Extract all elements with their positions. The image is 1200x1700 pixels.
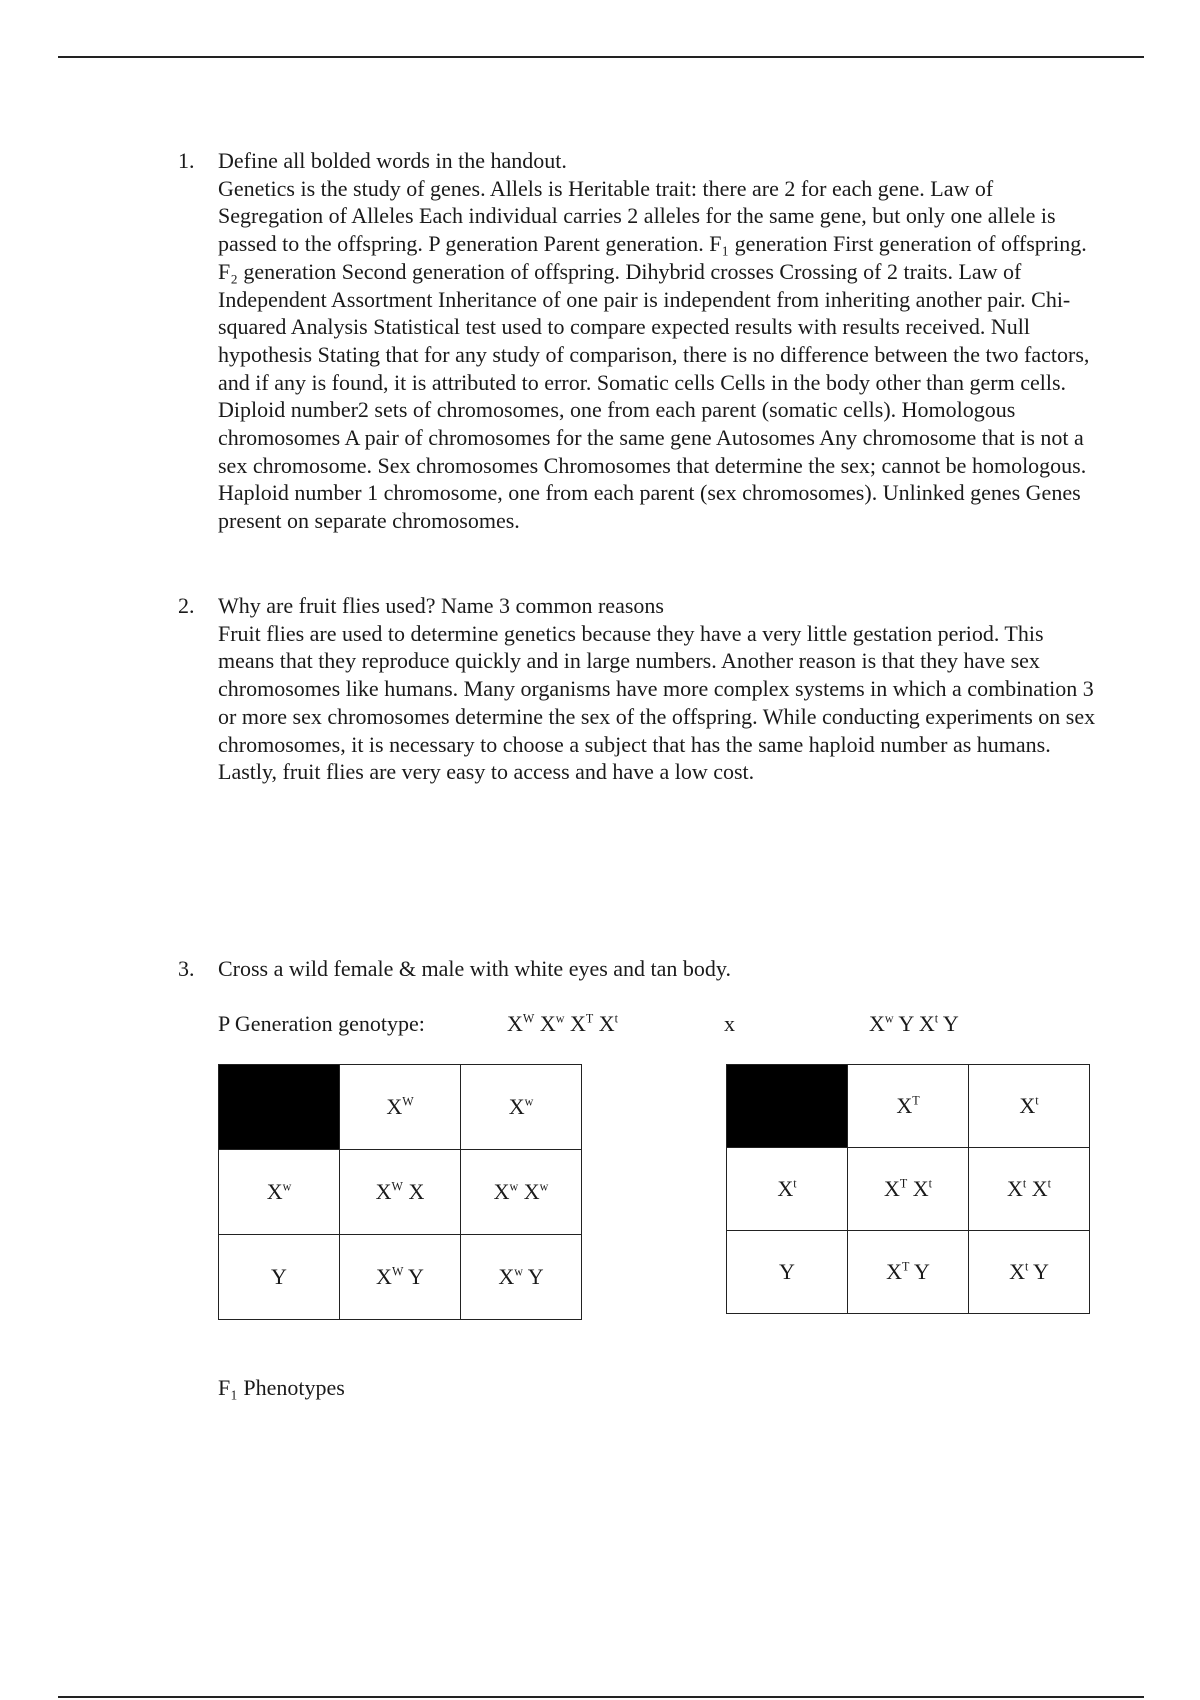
male-genotype: [869, 1010, 959, 1038]
allele: $X^t$: [598, 1011, 618, 1036]
question-2: [178, 592, 1098, 786]
allele: $X^w$: [498, 1264, 524, 1289]
punnett-offspring-cell: [461, 1235, 582, 1320]
allele: $X^t$: [1006, 1176, 1027, 1201]
allele: $X^w$: [869, 1011, 894, 1036]
allele: $X^w$: [523, 1179, 549, 1204]
punnett-offspring-cell: [848, 1231, 969, 1314]
allele: $X^t$: [1009, 1259, 1029, 1284]
allele: Y: [527, 1264, 544, 1289]
allele: Y: [779, 1259, 795, 1284]
cross-symbol: x: [724, 1011, 735, 1036]
punnett-row-allele: [727, 1231, 848, 1314]
allele: $X^t$: [777, 1176, 797, 1201]
punnett-offspring-cell: [461, 1150, 582, 1235]
allele: $X^W$: [386, 1094, 414, 1119]
allele: $X^t$: [1031, 1176, 1052, 1201]
punnett-row: [219, 1150, 582, 1235]
question-prompt: Why are fruit flies used? Name 3 common reasons: [218, 593, 664, 618]
allele: $X^W$: [376, 1264, 404, 1289]
allele: $X^T$: [569, 1011, 594, 1036]
allele: $X^T$: [886, 1259, 910, 1284]
punnett-header-allele: [461, 1065, 582, 1150]
allele: Y: [942, 1011, 959, 1036]
allele: $X^w$: [508, 1094, 534, 1119]
allele: Y: [914, 1259, 930, 1284]
punnett-offspring-cell: [848, 1148, 969, 1231]
punnett-row: [219, 1235, 582, 1320]
allele: Y: [898, 1011, 914, 1036]
punnett-corner: [219, 1065, 340, 1150]
allele: $X^t$: [912, 1176, 933, 1201]
allele: $X^w$: [493, 1179, 519, 1204]
top-rule: [58, 56, 1144, 58]
punnett-row: [727, 1148, 1090, 1231]
punnett-row-allele: [727, 1148, 848, 1231]
punnett-row-allele: [219, 1235, 340, 1320]
question-number: 2.: [178, 593, 195, 618]
question-number: 1.: [178, 148, 195, 173]
punnett-offspring-cell: [969, 1231, 1090, 1314]
allele: Y: [271, 1264, 287, 1289]
punnett-row: [727, 1231, 1090, 1314]
question-answer: Genetics is the study of genes. Allels is Heritable trait: there are 2 for each gene. Law of Segregation of Alleles Each individual carries 2 alleles for the same gene, but only one allele is passed to the offspring. P generation Parent generation. F₁ generation First generation of offspring. F₂ generation Second generation of offspring. Dihybrid crosses Crossing of 2 traits. Law of Independent Assortment Inheritance of one pair is independent from inheriting another pair. Chi-squared Analysis Statistical test used to compare expected results with results received. Null hypothesis Stating that for any study of comparison, there is no difference between the two factors, and if any is found, it is attributed to error. Somatic cells Cells in the body other than germ cells. Diploid number2 sets of chromosomes, one from each parent (somatic cells). Homologous chromosomes A pair of chromosomes for the same gene Autosomes Any chromosome that is not a sex chromosome. Sex chromosomes Chromosomes that determine the sex; cannot be homologous. Haploid number 1 chromosome, one from each parent (sex chromosomes). Unlinked genes Genes present on separate chromosomes.: [218, 175, 1090, 534]
allele: $X^t$: [918, 1011, 939, 1036]
punnett-offspring-cell: [969, 1148, 1090, 1231]
genotype-label: P Generation genotype:: [218, 1011, 425, 1036]
allele: $X^w$: [539, 1011, 565, 1036]
allele: X: [408, 1179, 425, 1204]
punnett-header-allele: [969, 1065, 1090, 1148]
punnett-offspring-cell: [340, 1150, 461, 1235]
f1-phenotypes-label: F₁ Phenotypes: [218, 1375, 345, 1400]
punnett-row-allele: [219, 1150, 340, 1235]
question-answer: Fruit flies are used to determine genetics because they have a very little gestation period. This means that they reproduce quickly and in large numbers. Another reason is that they have sex chromosomes like humans. Many organisms have more complex systems in which a combination 3 or more sex chromosomes determine the sex of the offspring. While conducting experiments on sex chromosomes, it is necessary to choose a subject that has the same haploid number as humans. Lastly, fruit flies are very easy to access and have a low cost.: [218, 620, 1096, 785]
bottom-rule: [58, 1696, 1144, 1698]
allele: $X^T$: [896, 1093, 920, 1118]
allele: $X^W$: [375, 1179, 403, 1204]
punnett-square-eye-color: [218, 1064, 582, 1320]
allele: $X^T$: [883, 1176, 908, 1201]
female-genotype: [507, 1010, 618, 1038]
question-1: [178, 147, 1098, 535]
punnett-header-allele: [848, 1065, 969, 1148]
allele: Y: [1033, 1259, 1049, 1284]
punnett-corner: [727, 1065, 848, 1148]
punnett-square-body-color: [726, 1064, 1090, 1314]
allele: $X^w$: [266, 1179, 292, 1204]
allele: $X^t$: [1019, 1093, 1039, 1118]
question-number: 3.: [178, 956, 195, 981]
question-3: [178, 955, 1098, 983]
punnett-offspring-cell: [340, 1235, 461, 1320]
question-prompt: Cross a wild female & male with white eyes and tan body.: [218, 956, 732, 981]
question-prompt: Define all bolded words in the handout.: [218, 148, 567, 173]
punnett-header-allele: [340, 1065, 461, 1150]
allele: $X^W$: [507, 1011, 535, 1036]
allele: Y: [408, 1264, 424, 1289]
